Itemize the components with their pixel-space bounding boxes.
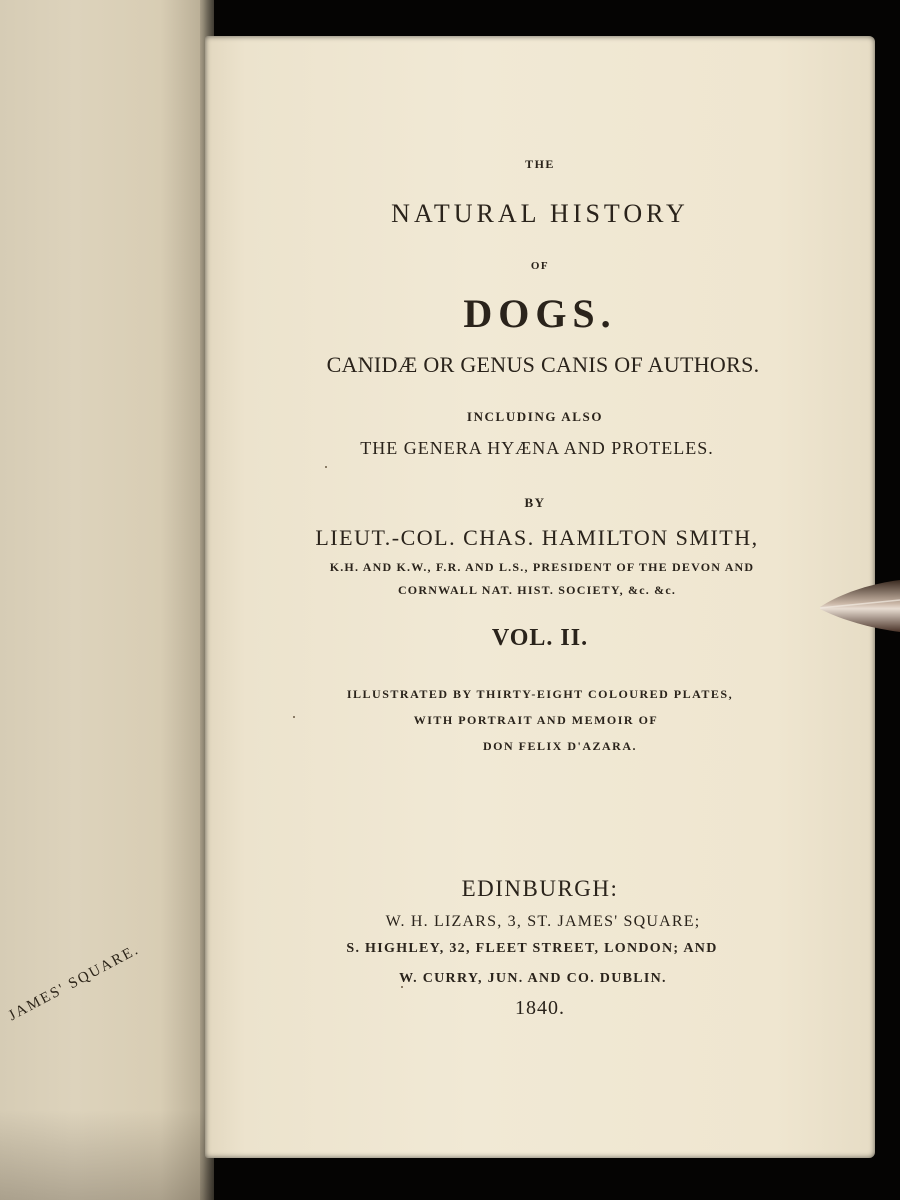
publication-year: 1840. [515, 997, 565, 1019]
pointer-tip-icon [818, 580, 900, 636]
including-line: INCLUDING ALSO [466, 409, 604, 424]
paper-speck [401, 986, 403, 988]
author-name: LIEUT.-COL. CHAS. HAMILTON SMITH, [315, 525, 759, 550]
publisher-line-2: S. HIGHLEY, 32, FLEET STREET, LONDON; AND [346, 941, 718, 956]
paper-speck [325, 466, 327, 468]
publisher-line-3: W. CURRY, JUN. AND CO. DUBLIN. [399, 971, 667, 986]
publisher-line-1: W. H. LIZARS, 3, ST. JAMES' SQUARE; [385, 913, 701, 930]
illustrated-line-1: ILLUSTRATED BY THIRTY-EIGHT COLOURED PLATES, [346, 687, 734, 701]
title-article: THE [525, 157, 555, 171]
title-subject: DOGS. [463, 291, 617, 336]
by-line: BY [524, 495, 546, 510]
illustrated-line-3: DON FELIX D'AZARA. [482, 739, 637, 753]
paper-speck [293, 716, 295, 718]
illustrated-line-2: WITH PORTRAIT AND MEMOIR OF [413, 713, 659, 727]
author-credentials-2: CORNWALL NAT. HIST. SOCIETY, &c. &c. [397, 583, 677, 597]
left-facing-page [0, 0, 214, 1200]
volume-number: VOL. II. [491, 625, 589, 651]
subtitle: CANIDÆ OR GENUS CANIS OF AUTHORS. [326, 352, 760, 377]
genera-line: THE GENERA HYÆNA AND PROTELES. [360, 438, 714, 458]
offset-imprint-text: JAMES' SQUARE. [6, 941, 143, 1025]
title-page [205, 36, 875, 1158]
imprint-city: EDINBURGH: [461, 876, 619, 901]
title-of: OF [530, 260, 550, 272]
title-main: NATURAL HISTORY [391, 199, 689, 228]
author-credentials-1: K.H. AND K.W., F.R. AND L.S., PRESIDENT OF THE DEVON AND [329, 560, 755, 574]
